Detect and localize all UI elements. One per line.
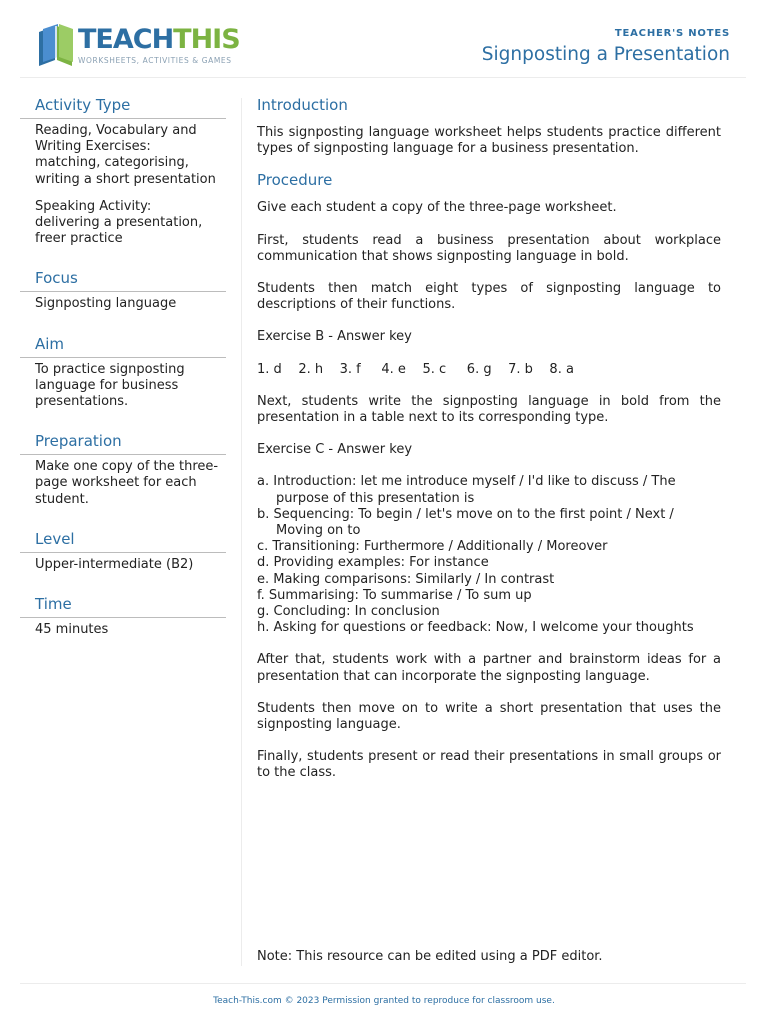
aim-section [20,333,226,411]
preparation-section [20,430,226,508]
focus-text: Signposting language [35,296,177,312]
list-item: c. Transitioning: Furthermore / Additionally / Moreover [257,539,608,555]
list-item: g. Concluding: In conclusion [257,604,440,620]
logo-word-teach: TEACH [78,24,174,55]
activity-type-line-2: Speaking Activity: delivering a presentation, freer practice [35,198,203,247]
time-section [20,593,226,638]
procedure-step-2: First, students read a business presentation about workplace communication that shows signposting language in bold. [257,232,721,264]
procedure-step-7: Finally, students present or read their presentations in small groups or to the class. [257,749,721,781]
procedure-step-1: Give each student a copy of the three-page worksheet. [257,200,617,216]
preparation-text: Make one copy of the three-page worksheet for each student. [35,459,219,507]
footer-copyright: Teach-This.com © 2023 Permission granted to reproduce for classroom use. [213,996,555,1006]
header-divider [20,77,746,78]
logo-wordmark [78,24,240,56]
activity-type-heading: Activity Type [20,94,226,119]
teach-this-logo [36,22,240,70]
logo-tagline: WORKSHEETS, ACTIVITIES & GAMES [78,56,232,65]
activity-type-section [20,94,226,247]
procedure-heading: Procedure [257,171,333,190]
level-section [20,528,226,573]
focus-heading: Focus [20,267,226,292]
procedure-step-6: Students then move on to write a short presentation that uses the signposting language. [257,700,721,733]
preparation-heading: Preparation [20,430,226,455]
page-title: Signposting a Presentation [481,44,730,65]
aim-text: To practice signposting language for business presentations. [35,361,185,410]
exercise-b-answers: 1. d 2. h 3. f 4. e 5. c 6. g 7. b 8. a [257,361,574,377]
footer-divider [20,983,746,984]
time-heading: Time [20,593,226,618]
activity-type-body [20,119,226,247]
exercise-c-label: Exercise C - Answer key [257,442,413,458]
list-item: h. Asking for questions or feedback: Now, I welcome your thoughts [257,620,694,636]
list-item: f. Summarising: To summarise / To sum up [257,587,532,603]
list-item: d. Providing examples: For instance [257,555,489,571]
book-logo-icon [36,24,76,68]
list-item: a. Introduction: let me introduce myself / I'd like to discuss / The purpose of this presentation is [257,474,676,506]
exercise-b-label: Exercise B - Answer key [257,329,412,345]
time-text: 45 minutes [35,622,109,638]
level-heading: Level [20,528,226,553]
aim-heading: Aim [20,333,226,358]
procedure-step-5: After that, students work with a partner and brainstorm ideas for a presentation that can incorporate the signposting language. [257,652,721,684]
introduction-heading: Introduction [257,96,348,114]
column-divider [241,98,242,966]
list-item: b. Sequencing: To begin / let's move on to the first point / Next / Moving on to [257,506,674,539]
activity-type-line-1: Reading, Vocabulary and Writing Exercises: matching, categorising, writing a short presentation [35,123,216,187]
introduction-text: This signposting language worksheet helps students practice different types of signposting language for a business presentation. [257,125,721,157]
main-content [257,94,721,782]
procedure-step-4: Next, students write the signposting language in bold from the presentation in a table next to its corresponding type. [257,393,721,426]
level-text: Upper-intermediate (B2) [35,556,194,572]
focus-section [20,267,226,312]
list-item: e. Making comparisons: Similarly / In contrast [257,571,555,587]
logo-word-this: THIS [173,24,240,55]
procedure-step-3: Students then match eight types of signposting language to descriptions of their functions. [257,281,721,313]
exercise-c-answer-list [257,474,721,636]
page-header [0,0,768,80]
info-sidebar [20,94,226,658]
teachers-notes-label: TEACHER'S NOTES [614,28,730,39]
procedure-steps [257,200,721,781]
editing-note: Note: This resource can be edited using a PDF editor. [257,949,603,964]
